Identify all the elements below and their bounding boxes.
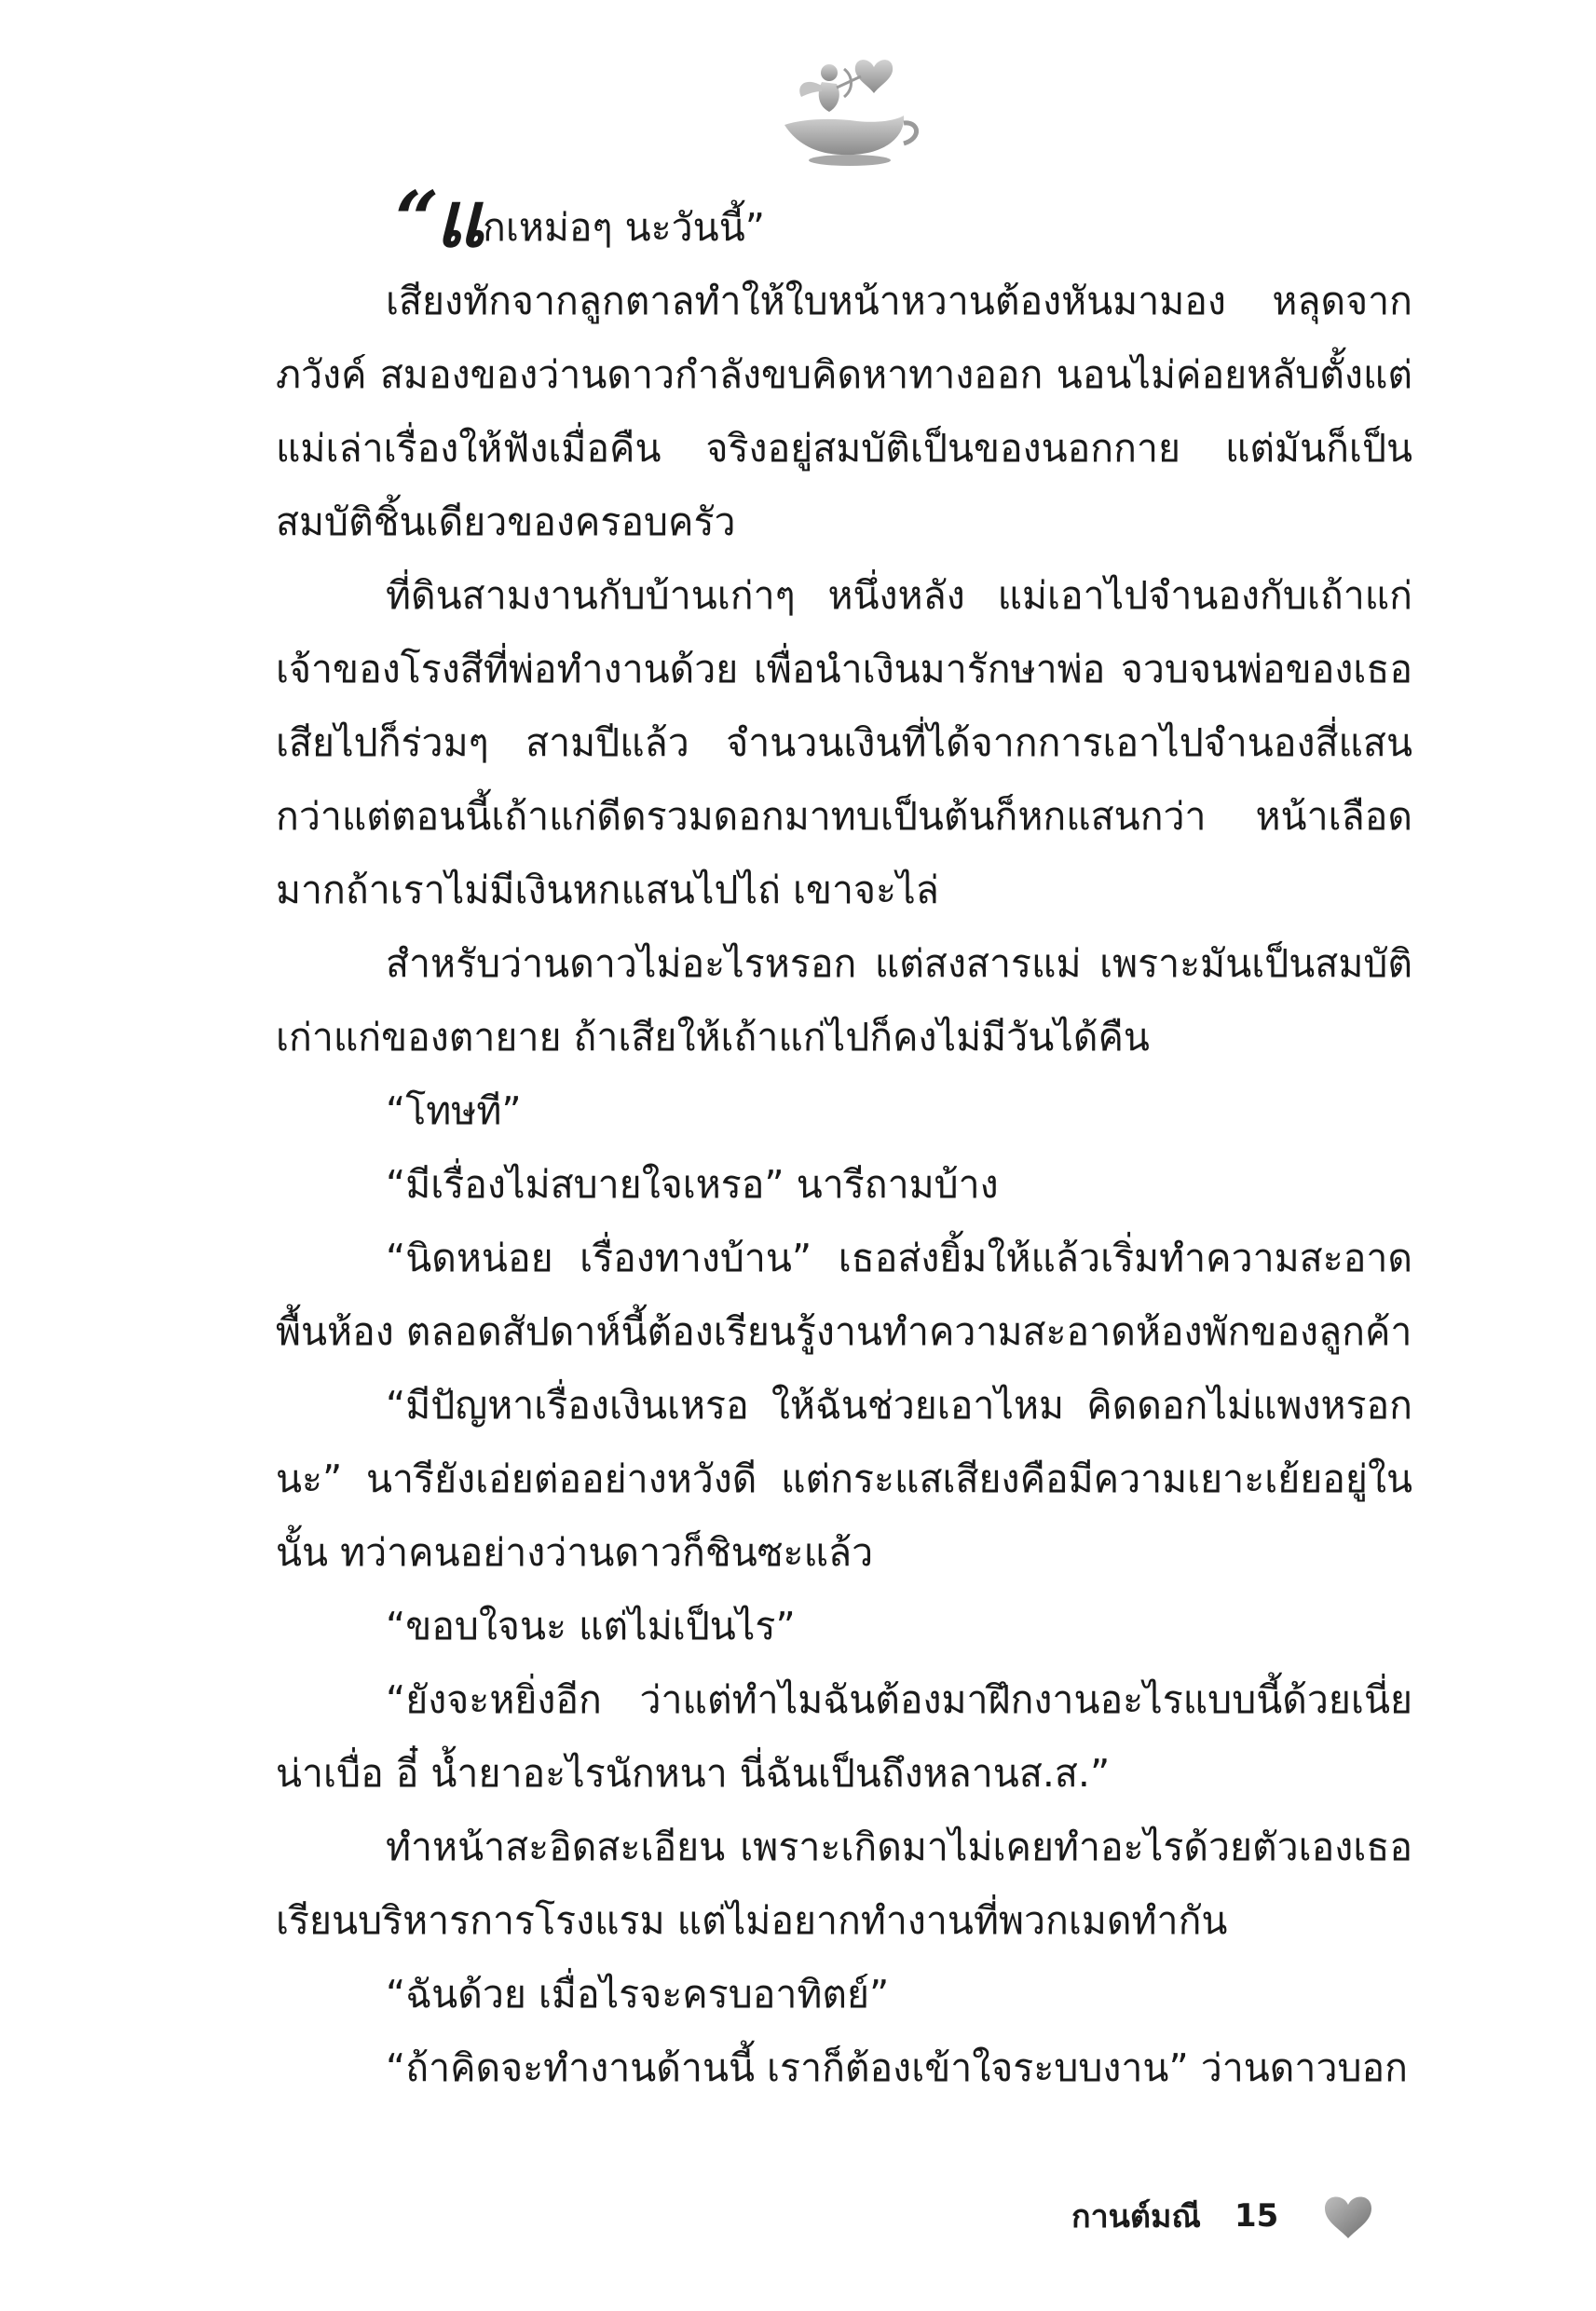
dialogue-line: “ฉันด้วย เมื่อไรจะครบอาทิตย์”: [386, 1972, 890, 2017]
paragraph: สำหรับว่านดาวไม่อะไรหรอก แต่สงสารแม่ เพราะมันเป็นสมบัติเก่าแก่ของตายาย ถ้าเสียให้เถ้าแก่ไปก็คงไม่มีวันได้คืน: [276, 941, 1412, 1060]
paragraph: “ยังจะหยิ่งอีก ว่าแต่ทำไมฉันต้องมาฝึกงานอะไรแบบนี้ด้วยเนี่ยน่าเบื่อ อี๋ น้ำยาอะไรนักหนา นี่ฉันเป็นถึงหลานส.ส.”: [276, 1677, 1412, 1796]
dialogue-line: “ขอบใจนะ แต่ไม่เป็นไร”: [386, 1604, 796, 1648]
paragraph: [276, 175, 1412, 265]
story-text: [276, 175, 1412, 2105]
paragraph: “นิดหน่อย เรื่องทางบ้าน” เธอส่งยิ้มให้แล้วเริ่มทำความสะอาดพื้นห้อง ตลอดสัปดาห์นี้ต้องเรียนรู้งานทำความสะอาดห้องพักของลูกค้า: [276, 1236, 1412, 1354]
page-footer: [1071, 2188, 1375, 2244]
opening-quote-mark: “แ: [395, 175, 482, 265]
paragraph-text: กเหม่อๆ นะวันนี้”: [483, 205, 765, 250]
paragraph: “มีปัญหาเรื่องเงินเหรอ ให้ฉันช่วยเอาไหม คิดดอกไม่แพงหรอกนะ” นารียังเอ่ยต่ออย่างหวังดี แต่กระแสเสียงคือมีความเยาะเย้ยอยู่ในนั้น ทว่าคนอย่างว่านดาวก็ชินซะแล้ว: [276, 1383, 1412, 1575]
cupid-teacup-ornament-icon: [764, 48, 932, 170]
paragraph: ทำหน้าสะอิดสะเอียน เพราะเกิดมาไม่เคยทำอะไรด้วยตัวเองเธอเรียนบริหารการโรงแรม แต่ไม่อยากทำงานที่พวกเมดทำกัน: [276, 1825, 1412, 1943]
book-title: กานต์มณี: [1071, 2198, 1201, 2236]
paragraph: ที่ดินสามงานกับบ้านเก่าๆ หนึ่งหลัง แม่เอาไปจำนองกับเถ้าแก่เจ้าของโรงสีที่พ่อทำงานด้วย เพื่อนำเงินมารักษาพ่อ จวบจนพ่อของเธอเสียไปก็ร่วมๆ สามปีแล้ว จำนวนเงินที่ได้จากการเอาไปจำนองสี่แสนกว่าแต่ตอนนี้เถ้าแก่ดีดรวมดอกมาทบเป็นต้นก็หกแสนกว่า หน้าเลือดมากถ้าเราไม่มีเงินหกแสนไปไถ่ เขาจะไล่: [276, 573, 1412, 912]
dialogue-line: “มีเรื่องไม่สบายใจเหรอ” นารีถามบ้าง: [386, 1162, 999, 1207]
page-number: 15: [1234, 2197, 1279, 2235]
heart-icon: [1321, 2192, 1375, 2240]
paragraph: “ถ้าคิดจะทำงานด้านนี้ เราก็ต้องเข้าใจระบบงาน” ว่านดาวบอก: [386, 2045, 1408, 2090]
paragraph: เสียงทักจากลูกตาลทำให้ใบหน้าหวานต้องหันมามอง หลุดจากภวังค์ สมองของว่านดาวกำลังขบคิดหาทางออก นอนไม่ค่อยหลับตั้งแต่แม่เล่าเรื่องให้ฟังเมื่อคืน จริงอยู่สมบัติเป็นของนอกกาย แต่มันก็เป็นสมบัติชิ้นเดียวของครอบครัว: [276, 279, 1412, 544]
dialogue-line: “โทษที”: [386, 1088, 522, 1133]
